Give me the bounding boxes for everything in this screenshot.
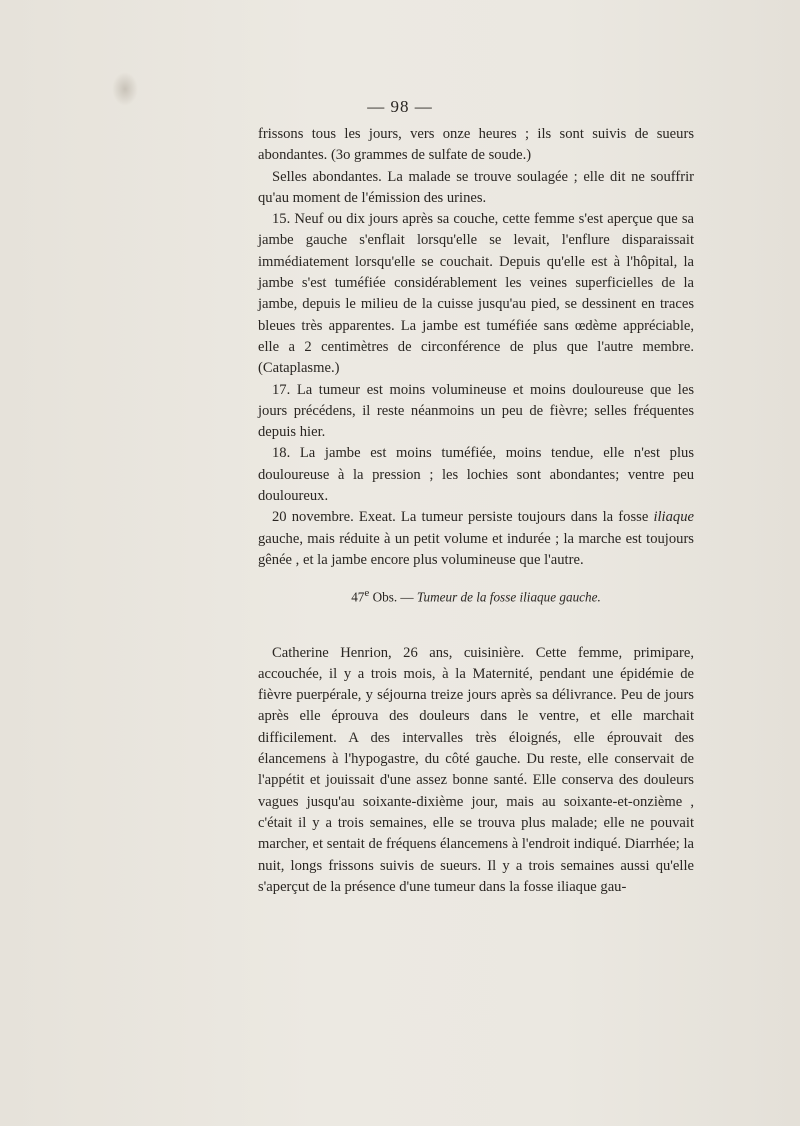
page-number: — 98 — bbox=[367, 97, 433, 116]
paragraph-frissons: frissons tous les jours, vers onze heures ; ils sont suivis de sueurs abondantes. (3o grammes de sulfate de soude.) bbox=[258, 126, 694, 164]
exeat-text-start: 20 novembre. Exeat. La tumeur persiste toujours dans la fosse bbox=[272, 509, 654, 526]
observation-dash: — bbox=[400, 589, 414, 605]
paragraph-day-17: 17. La tumeur est moins volumineuse et moins douloureuse que les jours précédens, il reste néanmoins un peu de fièvre; selles fréquentes depuis hier. bbox=[258, 381, 694, 441]
observation-number: 47 bbox=[351, 589, 365, 605]
observation-label: Obs. bbox=[372, 589, 398, 605]
observation-heading bbox=[258, 584, 694, 606]
paragraph-selles: Selles abondantes. La malade se trouve soulagée ; elle dit ne souffrir qu'au moment de l'émission des urines. bbox=[258, 168, 694, 206]
observation-superscript: e bbox=[364, 587, 370, 599]
paragraph-day-18: 18. La jambe est moins tuméfiée, moins tendue, elle n'est plus douloureuse à la pression ; les lochies sont abondantes; ventre peu douloureux. bbox=[258, 445, 694, 505]
continued-case-text bbox=[258, 124, 694, 571]
exeat-italic-word: iliaque bbox=[653, 509, 694, 526]
observation-title: Tumeur de la fosse iliaque gauche. bbox=[416, 589, 601, 605]
paragraph-catherine-henrion: Catherine Henrion, 26 ans, cuisinière. Cette femme, primipare, accouchée, il y a trois mois, à la Maternité, pendant une épidémie de fièvre puerpérale, y séjourna treize jours après sa délivrance. Peu de jours après elle éprouva des douleurs dans le ventre, et elle marchait difficilement. A des intervalles très éloignés, elle éprouvait des élancemens à l'hypogastre, du côté gauche. Du reste, elle conservait de l'appétit et jouissait d'une assez bonne santé. Elle conserva des douleurs vagues jusqu'au soixante-dixième jour, mais au soixante-et-onzième , c'était il y a trois semaines, elle se trouva plus malade; elle ne pouvait marcher, et sentait de fréquens élancemens à l'endroit indiqué. Diarrhée; la nuit, longs frissons suivis de sueurs. Il y a trois semaines aussi qu'elle s'aperçut de la présence d'une tumeur dans la fosse iliaque gau- bbox=[258, 644, 694, 895]
paragraph-exeat bbox=[258, 507, 694, 571]
exeat-text-end: gauche, mais réduite à un petit volume et indurée ; la marche est toujours gênée , et la jambe encore plus volumineuse que l'autre. bbox=[258, 530, 694, 568]
paragraph-day-15: 15. Neuf ou dix jours après sa couche, cette femme s'est aperçue que sa jambe gauche s'enflait lorsqu'elle se levait, l'enflure disparaissait immédiatement lorsqu'elle se couchait. Depuis qu'elle est à l'hôpital, la jambe s'est tuméfiée considérablement les veines superficielles de la jambe, depuis le milieu de la cuisse jusqu'au pied, se dessinent en traces bleues très apparentes. La jambe est tuméfiée sans œdème appréciable, elle a 2 centimètres de circonférence de plus que l'autre membre. (Cataplasme.) bbox=[258, 211, 694, 377]
case-description bbox=[258, 628, 694, 913]
